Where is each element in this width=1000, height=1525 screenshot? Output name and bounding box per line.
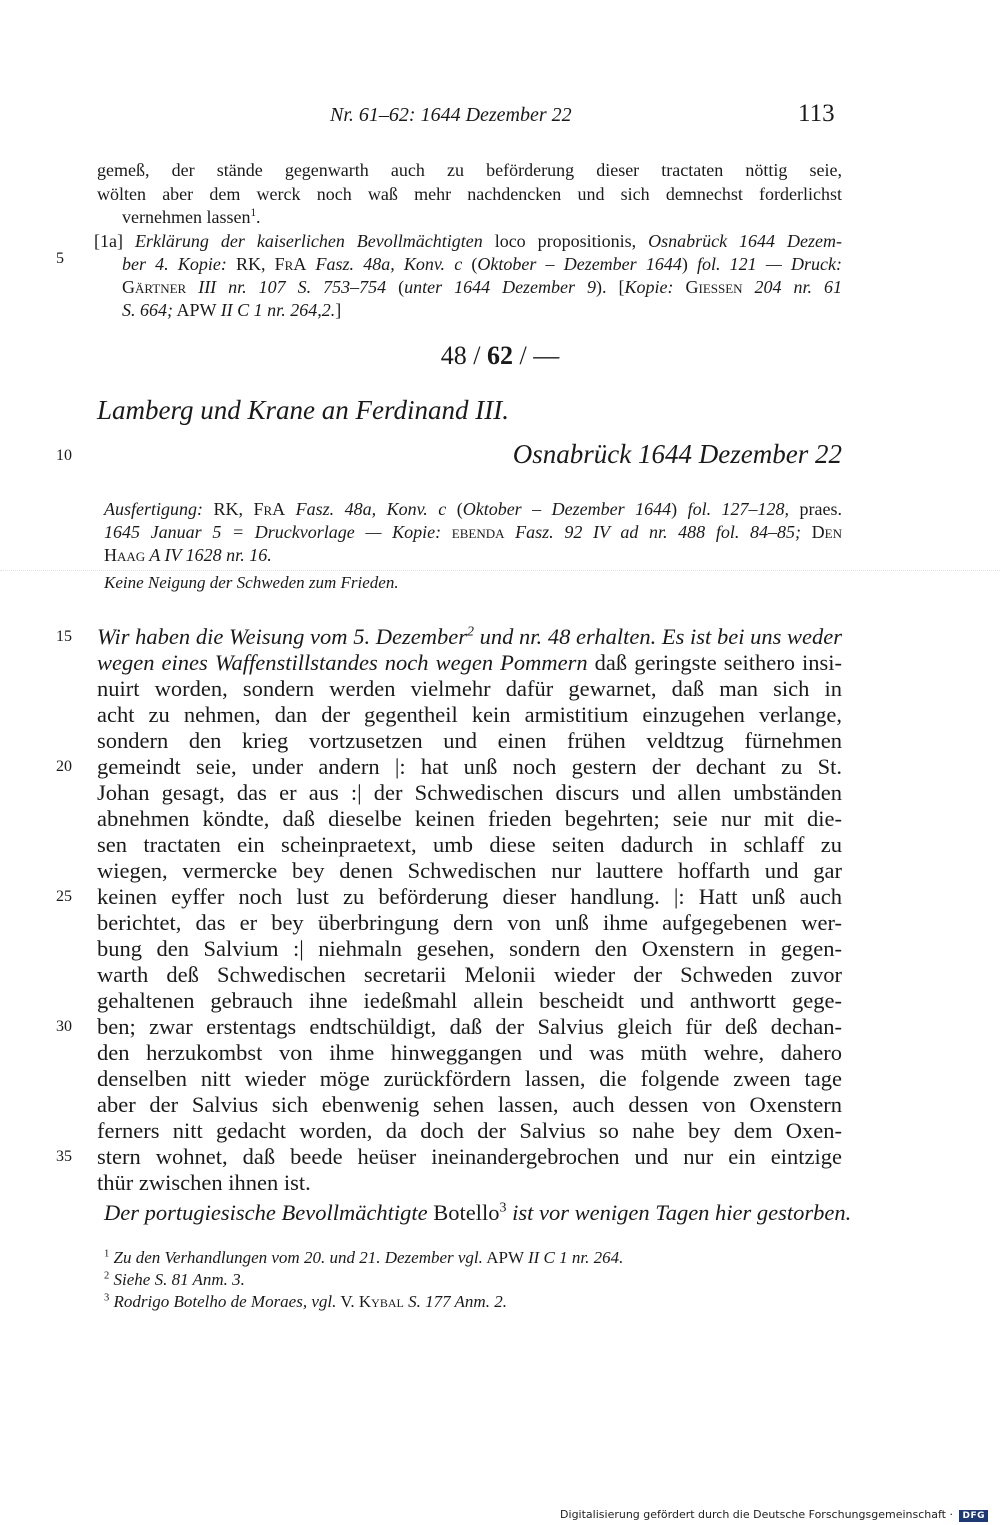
running-head: Nr. 61–62: 1644 Dezember 22: [330, 104, 572, 126]
previous-text-line: wölten aber dem werck noch waß mehr nachdencken und sich demnechst forderlichst: [97, 184, 842, 204]
body-line: warth deß Schwedischen secretarii Melonii wieder der Schweden zuvor: [97, 962, 842, 987]
entry-1a-line: ber 4. Kopie: RK, FrA Fasz. 48a, Konv. c (Oktober – Dezember 1644) fol. 121 — Druck:: [122, 254, 843, 274]
body-line: wegen eines Waffenstillstandes noch wegen Pommern daß geringste seithero insi-: [97, 650, 843, 675]
document-number-heading: 48 / 62 / —: [440, 341, 560, 370]
entry-1a-line: S. 664; APW II C 1 nr. 264,2.]: [122, 300, 342, 320]
scan-line: [0, 570, 1000, 572]
body-line: wiegen, vermercke bey denen Schwedischen nur lauttere hoffarth und gar: [97, 858, 842, 883]
source-line: 1645 Januar 5 = Druckvorlage — Kopie: ebenda Fasz. 92 IV ad nr. 488 fol. 84–85; Den: [104, 522, 843, 542]
body-line: aber der Salvius sich ebenwenig sehen lassen, auch dessen von Oxenstern: [97, 1092, 842, 1117]
body-line: sondern den krieg vortzusetzen und einen frühen veldtzug fürnehmen: [97, 728, 842, 753]
line-number: 10: [56, 447, 72, 464]
digitization-footer: Digitalisierung gefördert durch die Deutsche Forschungsgemeinschaft · DFG: [560, 1508, 988, 1522]
footnote: $^2$ Siehe S. 81 Anm. 3.: [104, 1270, 245, 1289]
body-line: berichtet, das er bey überbringung dern von unß ihme aufgegebenen wer-: [97, 910, 842, 935]
line-number: 35: [56, 1148, 72, 1165]
previous-text-line: vernehmen lassen$^1$.: [122, 207, 261, 227]
footnote: $^3$ Rodrigo Botelho de Moraes, vgl. V. Kybal S. 177 Anm. 2.: [104, 1292, 507, 1311]
line-number: 25: [56, 888, 72, 905]
body-line: thür zwischen ihnen ist.: [97, 1170, 311, 1195]
page-number: 113: [798, 100, 835, 127]
source-line: Haag A IV 1628 nr. 16.: [104, 545, 272, 565]
place-date: Osnabrück 1644 Dezember 22: [512, 439, 842, 469]
line-number: 30: [56, 1018, 72, 1035]
body-line: bung den Salvium :| niehmaln gesehen, sondern den Oxenstern in gegen-: [97, 936, 842, 961]
body-line: gehaltenen gebrauch ihne iedeßmahl allein bescheidt und anthwortt gege-: [97, 988, 842, 1013]
document-summary: Keine Neigung der Schweden zum Frieden.: [104, 573, 399, 592]
body-line: Johan gesagt, das er aus :| der Schwedischen discurs und allen umbständen: [97, 780, 842, 805]
line-number: 15: [56, 628, 72, 645]
entry-1a-line: [1a] Erklärung der kaiserlichen Bevollmächtigten loco propositionis, Osnabrück 1644 Dezem-: [94, 231, 842, 251]
previous-text-line: gemeß, der stände gegenwarth auch zu beförderung dieser tractaten nöttig seie,: [97, 160, 842, 180]
document-title: Lamberg und Krane an Ferdinand III.: [97, 395, 509, 425]
body-line: Wir haben die Weisung vom 5. Dezember$^2$ und nr. 48 erhalten. Es ist bei uns weder: [97, 624, 843, 649]
body-line: ferners nitt gedacht worden, da doch der Salvius so nahe bey dem Oxen-: [97, 1118, 842, 1143]
body-line: nuirt worden, sondern werden vielmehr dafür gewarnet, daß man sich in: [97, 676, 842, 701]
line-number: 5: [56, 250, 64, 267]
body-line: denselben nitt wieder möge zurückfördern lassen, die folgende zween tage: [97, 1066, 842, 1091]
source-line: Ausfertigung: RK, FrA Fasz. 48a, Konv. c (Oktober – Dezember 1644) fol. 127–128, praes.: [104, 499, 843, 519]
body-line: den herzukombst von ihme hinweggangen und was müth wehre, dahero: [97, 1040, 842, 1065]
body-line: stern wohnet, daß beede heüser ineinandergebrochen und nur ein eintzige: [97, 1144, 842, 1169]
dfg-logo: DFG: [959, 1510, 988, 1522]
footnote-ref: 1: [250, 207, 257, 219]
line-number: 20: [56, 758, 72, 775]
body-line: acht zu nehmen, dan der gegentheil kein armistitium einzugehen verlange,: [97, 702, 842, 727]
body-line: Der portugiesische Bevollmächtigte Botello$^3$ ist vor wenigen Tagen hier gestorben.: [104, 1200, 852, 1225]
body-line: abnehmen köndte, daß dieselbe keinen frieden begehrten; seie nur mit die-: [97, 806, 842, 831]
entry-1a-line: Gärtner III nr. 107 S. 753–754 (unter 1644 Dezember 9). [Kopie: Giessen 204 nr. 61: [122, 277, 842, 297]
body-line: sen tractaten ein scheinpraetext, umb diese seiten dadurch in schlaff zu: [97, 832, 842, 857]
body-line: gemeindt seie, under andern |: hat unß noch gestern der dechant zu St.: [97, 754, 842, 779]
footnote-ref: 2: [466, 624, 474, 640]
footnote-ref: 3: [499, 1200, 507, 1216]
body-line: ben; zwar erstentags endtschüldigt, daß der Salvius gleich für deß dechan-: [97, 1014, 842, 1039]
body-line: keinen eyffer noch lust zu beförderung dieser handlung. |: Hatt unß auch: [97, 884, 842, 909]
footnote: $^1$ Zu den Verhandlungen vom 20. und 21. Dezember vgl. APW II C 1 nr. 264.: [104, 1248, 624, 1267]
